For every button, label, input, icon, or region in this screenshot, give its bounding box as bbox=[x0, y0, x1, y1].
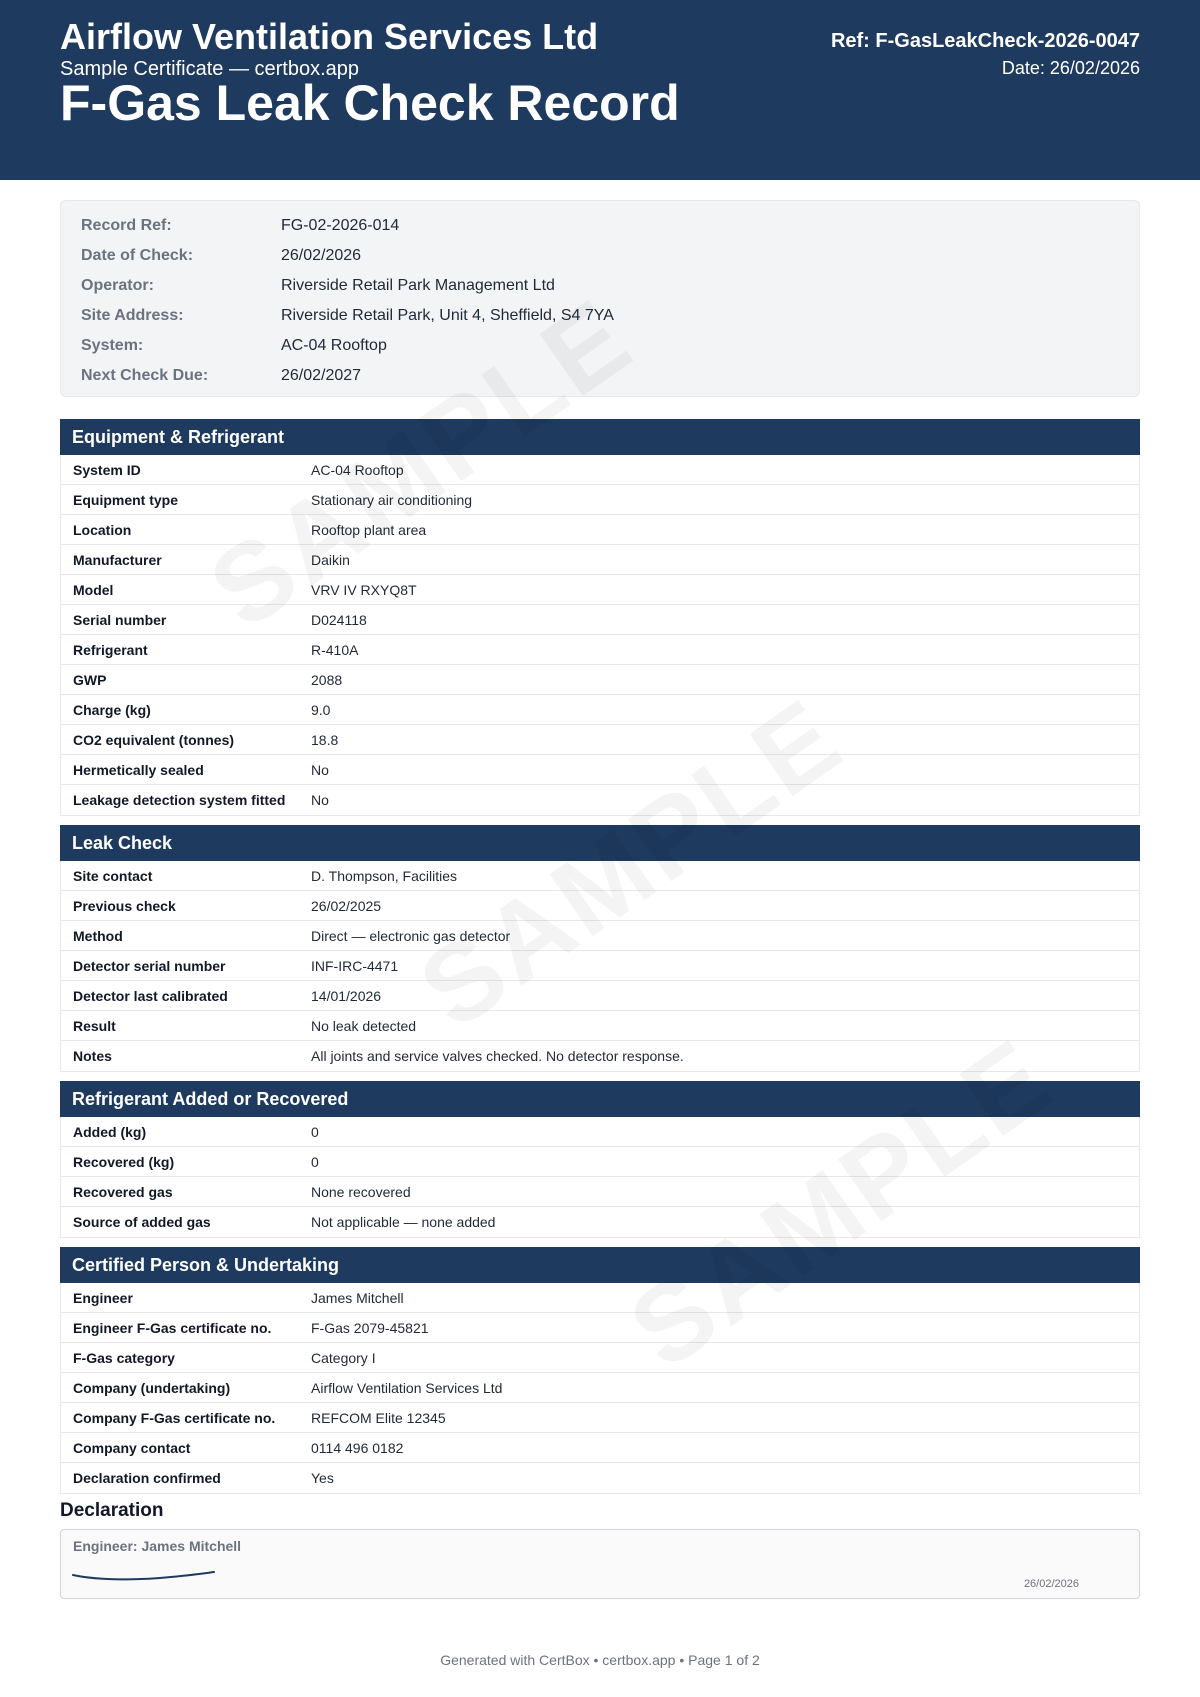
row-value: 0 bbox=[311, 1123, 319, 1140]
certificate-subtitle: Sample Certificate — certbox.app bbox=[60, 58, 360, 80]
row-value: INF-IRC-4471 bbox=[311, 957, 399, 974]
row-value: R-410A bbox=[311, 641, 359, 658]
section-equipment bbox=[60, 419, 1140, 816]
row-value: REFCOM Elite 12345 bbox=[311, 1409, 446, 1426]
table-row bbox=[61, 1011, 1139, 1041]
row-label: GWP bbox=[73, 671, 107, 688]
row-value: 18.8 bbox=[311, 731, 339, 748]
summary-row bbox=[81, 301, 1119, 331]
row-label: Leakage detection system fitted bbox=[73, 792, 286, 808]
row-label: Result bbox=[73, 1017, 116, 1034]
row-label: Detector last calibrated bbox=[73, 987, 228, 1004]
section-heading: Certified Person & Undertaking bbox=[60, 1247, 1140, 1283]
row-value: 26/02/2025 bbox=[311, 897, 382, 914]
summary-value: AC-04 Rooftop bbox=[281, 337, 387, 354]
table-row bbox=[61, 861, 1139, 891]
row-label: Method bbox=[73, 927, 123, 944]
row-value: VRV IV RXYQ8T bbox=[311, 581, 417, 598]
summary-label: Operator: bbox=[81, 277, 154, 294]
table-row bbox=[61, 695, 1139, 725]
table-row bbox=[61, 725, 1139, 755]
row-label: Model bbox=[73, 581, 114, 598]
company-name: Airflow Ventilation Services Ltd bbox=[60, 16, 599, 57]
table-row bbox=[61, 1177, 1139, 1207]
row-label: Serial number bbox=[73, 611, 167, 628]
table-row bbox=[61, 1403, 1139, 1433]
section-certified-person bbox=[60, 1247, 1140, 1494]
row-label: Notes bbox=[73, 1048, 112, 1064]
table-row bbox=[61, 1283, 1139, 1313]
row-value: No bbox=[311, 792, 329, 808]
table-row bbox=[61, 951, 1139, 981]
table-row bbox=[61, 785, 1139, 815]
row-value: Stationary air conditioning bbox=[311, 491, 473, 508]
summary-value: FG-02-2026-014 bbox=[281, 217, 400, 234]
signature-icon bbox=[71, 1566, 216, 1582]
row-label: Location bbox=[73, 521, 132, 538]
row-value: Direct — electronic gas detector bbox=[311, 927, 511, 944]
table-row bbox=[61, 605, 1139, 635]
table-row bbox=[61, 1117, 1139, 1147]
row-value: No leak detected bbox=[311, 1017, 417, 1034]
table-row bbox=[61, 891, 1139, 921]
row-value: All joints and service valves checked. No detector response. bbox=[311, 1048, 684, 1064]
section-rows bbox=[60, 1117, 1140, 1238]
summary-row bbox=[81, 211, 1119, 241]
table-row bbox=[61, 515, 1139, 545]
summary-label: Site Address: bbox=[81, 307, 184, 324]
section-heading: Leak Check bbox=[60, 825, 1140, 861]
summary-label: Next Check Due: bbox=[81, 367, 209, 384]
row-label: Company F-Gas certificate no. bbox=[73, 1409, 276, 1426]
row-value: F-Gas 2079-45821 bbox=[311, 1319, 429, 1336]
table-row bbox=[61, 665, 1139, 695]
row-label: Company (undertaking) bbox=[73, 1379, 231, 1396]
summary-row bbox=[81, 271, 1119, 301]
declaration-title: Declaration bbox=[60, 1500, 164, 1521]
row-label: Added (kg) bbox=[73, 1123, 147, 1140]
row-label: Detector serial number bbox=[73, 957, 226, 974]
row-value: 2088 bbox=[311, 671, 343, 688]
declaration-engineer: Engineer: James Mitchell bbox=[73, 1538, 242, 1554]
row-value: Daikin bbox=[311, 551, 350, 568]
table-row bbox=[61, 1041, 1139, 1071]
table-row bbox=[61, 755, 1139, 785]
section-heading: Refrigerant Added or Recovered bbox=[60, 1081, 1140, 1117]
row-value: Not applicable — none added bbox=[311, 1214, 496, 1230]
row-label: Company contact bbox=[73, 1439, 191, 1456]
row-value: James Mitchell bbox=[311, 1289, 404, 1306]
table-row bbox=[61, 635, 1139, 665]
table-row bbox=[61, 1373, 1139, 1403]
summary-value: 26/02/2026 bbox=[281, 247, 362, 264]
row-label: Charge (kg) bbox=[73, 701, 151, 718]
section-heading: Equipment & Refrigerant bbox=[60, 419, 1140, 455]
certificate-date: Date: 26/02/2026 bbox=[1001, 58, 1140, 78]
summary-label: Record Ref: bbox=[81, 217, 172, 234]
table-row bbox=[61, 1433, 1139, 1463]
row-label: Equipment type bbox=[73, 491, 179, 508]
summary-value: Riverside Retail Park, Unit 4, Sheffield, S4 7YA bbox=[281, 307, 614, 324]
row-value: 0114 496 0182 bbox=[311, 1439, 404, 1456]
certificate-ref: Ref: F-GasLeakCheck-2026-0047 bbox=[830, 30, 1140, 52]
row-label: Refrigerant bbox=[73, 641, 148, 658]
declaration-box bbox=[60, 1529, 1140, 1599]
row-value: D024118 bbox=[311, 611, 367, 628]
row-value: None recovered bbox=[311, 1183, 411, 1200]
row-label: Declaration confirmed bbox=[73, 1470, 221, 1486]
row-label: Engineer bbox=[73, 1289, 133, 1306]
page-footer: Generated with CertBox • certbox.app • Page 1 of 2 bbox=[440, 1652, 760, 1668]
row-label: CO2 equivalent (tonnes) bbox=[73, 731, 235, 748]
section-rows bbox=[60, 1283, 1140, 1494]
row-value: 9.0 bbox=[311, 701, 331, 718]
table-row bbox=[61, 981, 1139, 1011]
row-label: System ID bbox=[73, 461, 141, 478]
summary-panel bbox=[60, 200, 1140, 397]
summary-value: 26/02/2027 bbox=[281, 367, 362, 384]
table-row bbox=[61, 1313, 1139, 1343]
summary-row bbox=[81, 361, 1119, 391]
summary-label: System: bbox=[81, 337, 144, 354]
declaration-date: 26/02/2026 bbox=[1023, 1578, 1079, 1590]
row-value: 0 bbox=[311, 1153, 319, 1170]
section-rows bbox=[60, 861, 1140, 1072]
table-row bbox=[61, 1207, 1139, 1237]
row-label: Site contact bbox=[73, 867, 153, 884]
table-row bbox=[61, 485, 1139, 515]
row-value: D. Thompson, Facilities bbox=[311, 867, 458, 884]
row-label: Recovered gas bbox=[73, 1183, 173, 1200]
row-value: Category I bbox=[311, 1349, 376, 1366]
section-refrigerant-added bbox=[60, 1081, 1140, 1238]
row-label: Recovered (kg) bbox=[73, 1153, 175, 1170]
row-value: AC-04 Rooftop bbox=[311, 461, 404, 478]
table-row bbox=[61, 575, 1139, 605]
table-row bbox=[61, 1147, 1139, 1177]
summary-row bbox=[81, 331, 1119, 361]
row-value: Airflow Ventilation Services Ltd bbox=[311, 1379, 503, 1396]
table-row bbox=[61, 921, 1139, 951]
section-leak-check bbox=[60, 825, 1140, 1072]
table-row bbox=[61, 455, 1139, 485]
row-label: Engineer F-Gas certificate no. bbox=[73, 1319, 272, 1336]
section-rows bbox=[60, 455, 1140, 816]
table-row bbox=[61, 1463, 1139, 1493]
row-value: 14/01/2026 bbox=[311, 987, 382, 1004]
summary-label: Date of Check: bbox=[81, 247, 194, 264]
document-title: F-Gas Leak Check Record bbox=[60, 75, 680, 131]
row-label: F-Gas category bbox=[73, 1349, 175, 1366]
summary-row bbox=[81, 241, 1119, 271]
table-row bbox=[61, 545, 1139, 575]
row-value: Rooftop plant area bbox=[311, 521, 427, 538]
row-label: Previous check bbox=[73, 897, 176, 914]
row-label: Source of added gas bbox=[73, 1214, 211, 1230]
row-label: Manufacturer bbox=[73, 551, 162, 568]
row-label: Hermetically sealed bbox=[73, 761, 204, 778]
certificate-header bbox=[0, 0, 1200, 180]
table-row bbox=[61, 1343, 1139, 1373]
row-value: Yes bbox=[311, 1470, 334, 1486]
row-value: No bbox=[311, 761, 329, 778]
summary-value: Riverside Retail Park Management Ltd bbox=[281, 277, 555, 294]
